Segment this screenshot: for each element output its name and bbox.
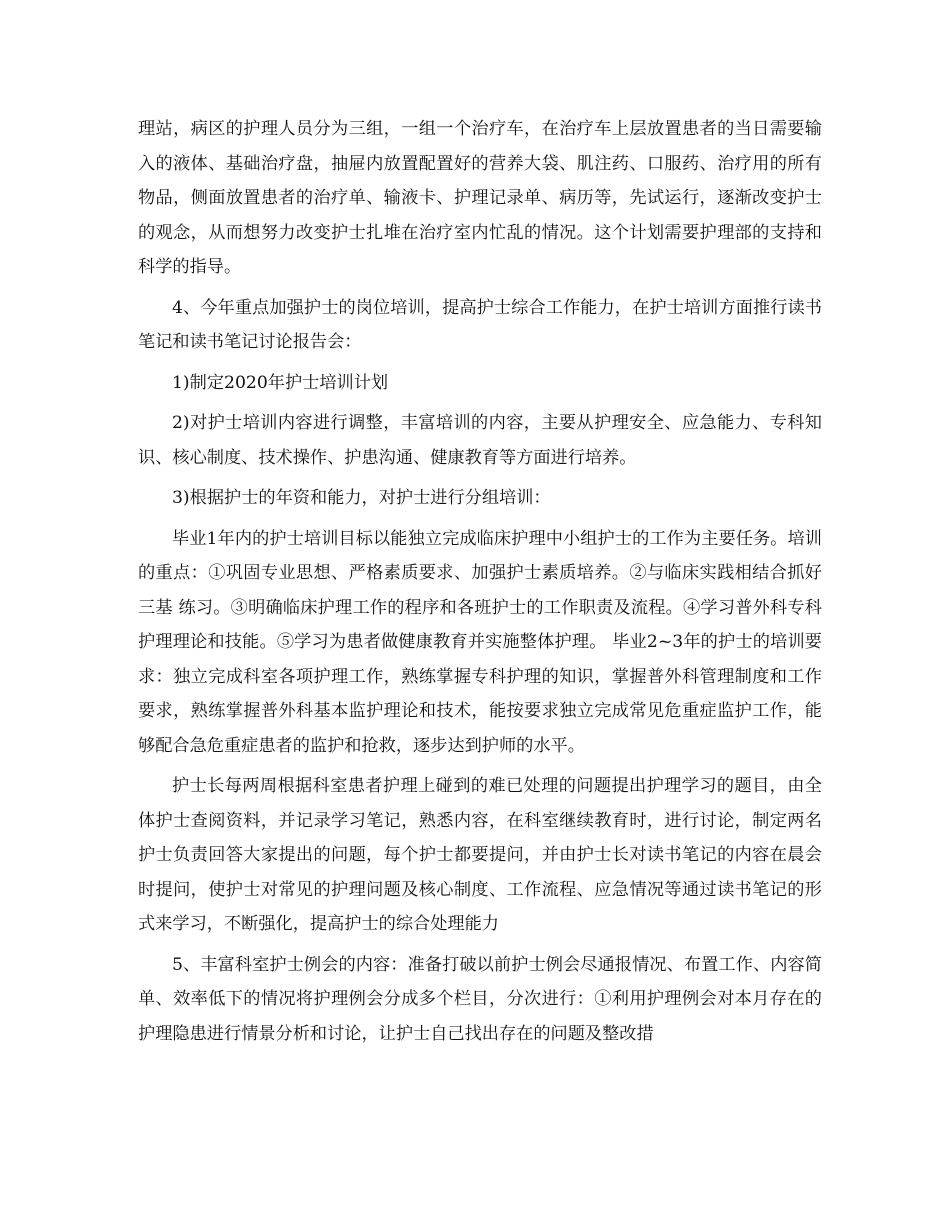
paragraph-subitem-1: 1)制定2020年护士培训计划 (172, 372, 389, 393)
paragraph-head-nurse-study: 护士长每两周根据科室患者护理上碰到的难已处理的问题提出护理学习的题目，由全体护士查阅资料，并记录学习笔记，熟悉内容，在科室继续教育时，进行讨论，制定两名护士负责回答大家提出的问题，每个护士都要提问，并由护士长对读书笔记的内容在晨会时提问，使护士对常见的护理问题及核心制度、工作流程、应急情况等通过读书笔记的形式来学习，不断强化，提高护士的综合处理能力 (138, 776, 822, 934)
paragraph-training-goals: 毕业1年内的护士培训目标以能独立完成临床护理中小组护士的工作为主要任务。培训的重点：①巩固专业思想、严格素质要求、加强护士素质培养。②与临床实践相结合抓好 三基 练习。③明确临床护理工作的程序和各班护士的工作职责及流程。④学习普外科专科护理理论和技能。⑤学习为患者做健康教育并实施整体护理。 毕业2~3年的护士的培训要求：独立完成科室各项护理工作，熟练掌握专科护理的知识，掌握普外科管理制度和工作要求，熟练掌握普外科基本监护理论和技术，能按要求独立完成常见危重症监护工作，能够配合急危重症患者的监护和抢救，逐步达到护师的水平。 (138, 528, 822, 756)
paragraph-continuation: 理站，病区的护理人员分为三组，一组一个治疗车，在治疗车上层放置患者的当日需要输入的液体、基础治疗盘，抽屉内放置配置好的营养大袋、肌注药、口服药、治疗用的所有物品，侧面放置患者的治疗单、输液卡、护理记录单、病历等，先试运行，逐渐改变护士的观念，从而想努力改变护士扎堆在治疗室内忙乱的情况。这个计划需要护理部的支持和科学的指导。 (138, 119, 822, 277)
document-body (138, 112, 822, 1057)
paragraph-subitem-3: 3)根据护士的年资和能力，对护士进行分组培训： (172, 488, 551, 508)
paragraph-subitem-2: 2)对护士培训内容进行调整，丰富培训的内容，主要从护理安全、应急能力、专科知识、核心制度、技术操作、护患沟通、健康教育等方面进行培养。 (138, 413, 822, 468)
paragraph-item-5: 5、丰富科室护士例会的内容：准备打破以前护士例会尽通报情况、布置工作、内容简单、效率低下的情况将护理例会分成多个栏目，分次进行：①利用护理例会对本月存在的护理隐患进行情景分析和讨论，让护士自己找出存在的问题及整改措 (138, 954, 822, 1044)
paragraph-item-4: 4、今年重点加强护士的岗位培训，提高护士综合工作能力，在护士培训方面推行读书笔记和读书笔记讨论报告会： (138, 297, 822, 352)
